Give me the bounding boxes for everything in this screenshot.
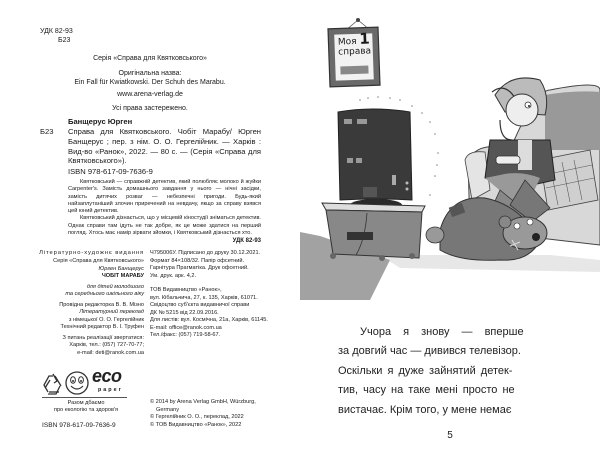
copyright-line: © ТОВ Видавництво «Ранок», 2022: [150, 421, 242, 428]
imprint-series: Серія «Справа для Квятковського»: [53, 258, 144, 264]
story-line: за довгий час — дивився телевізор.: [338, 345, 521, 358]
isbn-bottom: ISBN 978-617-09-7636-9: [42, 422, 116, 429]
print-info: Ч795006У. Підписано до друку 30.12.2021.: [150, 250, 261, 256]
isbn: ISBN 978-617-09-7636-9: [68, 167, 153, 176]
tv-stand: [322, 203, 425, 261]
story-line: Оскільки я дуже зайнятий детек-: [338, 364, 513, 377]
story-line: вистачає. Крім того, у мене немає: [338, 403, 512, 416]
publisher-info: ТОВ Видавництво «Ранок»,: [150, 287, 222, 293]
eco-slogan-line: Разом дбаємо: [67, 400, 105, 406]
editor-line: Провідна редакторка В. В. Мізно: [59, 301, 144, 308]
story-line: Учора я знову — вперше: [360, 326, 524, 338]
television: [338, 109, 412, 200]
smiley-icon: [66, 372, 88, 394]
genre-label: Літературно-художнє видання: [39, 250, 144, 256]
page-number: 5: [447, 430, 453, 441]
story-line: тив, часу на таке мені просто не: [338, 384, 515, 397]
copyright-line: © 2014 by Arena Verlag GmbH, Würzburg,: [150, 399, 256, 405]
frame-text-line: Моя: [337, 36, 357, 48]
story-page: [300, 0, 600, 462]
eco-logo-word: eco: [92, 366, 122, 386]
annotation: [68, 179, 261, 237]
frame-number: 1: [359, 29, 371, 48]
print-info: Формат 84×108/32. Папір офсетний.: [150, 257, 245, 264]
print-info: Ум. друк. арк. 4,2.: [150, 272, 197, 279]
imprint-left: [10, 258, 144, 357]
series-title: Серія «Справа для Квятковського»: [93, 55, 207, 62]
annotation-paragraph: Квятковський дізнається, що у місцевій кіностудії зніматься детектив. Однак справи там ідуть не так добре, як це може здатися на перший погляд. Хтось має намір зірвати зйомки, і Квятковський дізнається хто.: [68, 215, 261, 237]
catalog-author: Банщерус Юрген: [68, 117, 133, 126]
translation-label: Літературний переклад: [79, 309, 144, 315]
eco-logos: [42, 366, 132, 400]
eco-slogan-line: про екологію та здоров'я: [53, 407, 119, 413]
frame-text-line: справа: [338, 46, 372, 58]
publisher-info: Свідоцтво суб'єкта видавничої справи: [150, 302, 250, 308]
tech-editor-line: Технічний редактор В. І. Труфен: [60, 324, 144, 330]
udk-block: [40, 27, 73, 45]
print-info: Гарнітура Прагматіка. Друк офсетний.: [150, 265, 249, 271]
original-title: Ein Fall für Kwiatkowski. Der Schuh des Marabu.: [74, 79, 226, 86]
udk-bottom: УДК 82-93: [232, 238, 261, 244]
catalog-sign: Б23: [40, 127, 54, 136]
copyright-block: [150, 399, 290, 429]
original-title-block: [0, 69, 300, 87]
imprint-title: ЧОБІТ МАРАБУ: [101, 273, 144, 279]
author-sign: Б23: [58, 37, 71, 44]
audience-line: для дітей молодшого: [86, 283, 144, 290]
frame-caption: [337, 29, 372, 58]
catalog-entry: Справа для Квятковського. Чобіт Марабу/ Юрген Банщерус ; пер. з нім. О. О. Гергелійник. — Харків : Вид-во «Ранок», 2022. — 80 с. — (Серія «Справа для Квятковського»).: [68, 127, 261, 166]
copyright-line: © Гергелійник О. О., переклад, 2022: [150, 414, 244, 421]
imprint-right: [150, 250, 290, 340]
udk-code: УДК 82-93: [40, 28, 73, 35]
illustration-boy-watching-tv: [300, 0, 600, 300]
publisher-info: ДК № 5215 від 22.09.2016.: [150, 309, 219, 316]
annotation-paragraph: Квятковський — справжній детектив, який полюбляє молоко й жуйки Carpenter's. Замість домашнього завдання у нього — нічні засідки, замість дитячих розваг — небезпечні пригоди. Будь-який найзаплутаніший злочин приречений на невдачу, якщо за справу взявся цей юний детектив.: [68, 179, 261, 215]
publisher-info: E-mail: office@ranok.com.ua: [150, 324, 222, 331]
publisher-website: www.arena-verlag.de: [117, 91, 183, 98]
publisher-info: вул. Кібальчича, 27, к. 135, Харків, 61071.: [150, 294, 258, 301]
imprint-author: Юрген Банщерус: [98, 265, 144, 272]
story-text: [338, 323, 558, 420]
copyright-line: Germany: [156, 406, 180, 413]
divider: [42, 397, 127, 398]
translation-by: з німецької О. О. Гергелійник: [68, 316, 144, 323]
audience-line: та середнього шкільного віку: [65, 291, 144, 297]
eco-logo-sub: paper: [98, 387, 123, 393]
sales-label: З питань реалізації звертатися:: [62, 334, 144, 341]
publisher-info: Тел./факс: (057) 719-58-67.: [150, 332, 221, 338]
sales-phone: Харків, тел.: (057) 727-70-77;: [69, 342, 144, 348]
original-title-label: Оригінальна назва:: [118, 70, 182, 77]
publisher-info: Для листів: вул. Космічна, 21а, Харків, 61145.: [150, 317, 268, 323]
sales-email: e-mail: deti@ranok.com.ua: [77, 349, 144, 356]
eco-slogan: [28, 400, 144, 414]
rights-notice: Усі права застережено.: [112, 105, 188, 112]
